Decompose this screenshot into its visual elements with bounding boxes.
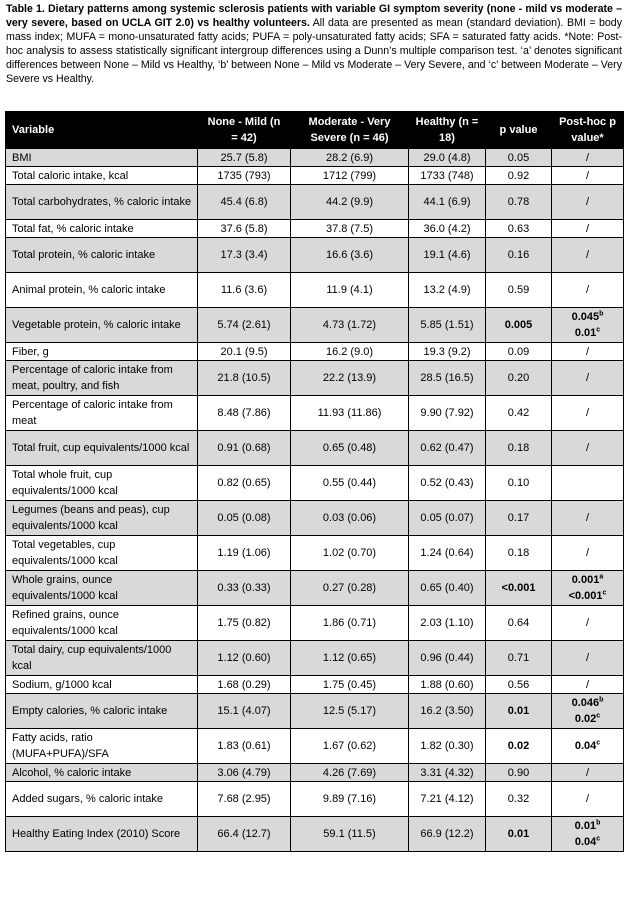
cell-none-mild: 8.48 (7.86) — [198, 396, 291, 431]
post-hoc-superscript: b — [599, 310, 604, 318]
cell-none-mild: 1.83 (0.61) — [198, 729, 291, 764]
cell-p-value: 0.17 — [486, 501, 552, 536]
cell-moderate-very-severe: 0.55 (0.44) — [291, 466, 409, 501]
cell-variable: Percentage of caloric intake from meat — [6, 396, 198, 431]
post-hoc-p: 0.04 — [574, 836, 597, 848]
post-hoc-value — [557, 309, 618, 325]
cell-moderate-very-severe: 12.5 (5.17) — [291, 694, 409, 729]
cell-p-value: 0.005 — [486, 308, 552, 343]
post-hoc-superscript: a — [599, 573, 604, 581]
cell-healthy: 19.3 (9.2) — [409, 343, 486, 361]
table-row — [6, 167, 624, 185]
post-hoc-p: / — [585, 372, 590, 384]
post-hoc-value — [557, 405, 618, 421]
post-hoc-p: 0.045 — [571, 311, 600, 323]
table-row — [6, 782, 624, 817]
post-hoc-value — [557, 325, 618, 341]
cell-none-mild: 1.68 (0.29) — [198, 676, 291, 694]
table-row — [6, 308, 624, 343]
cell-moderate-very-severe: 0.65 (0.48) — [291, 431, 409, 466]
cell-post-hoc — [552, 571, 624, 606]
cell-healthy: 28.5 (16.5) — [409, 361, 486, 396]
cell-healthy: 19.1 (4.6) — [409, 238, 486, 273]
post-hoc-p: / — [585, 169, 590, 182]
post-hoc-value — [557, 282, 618, 298]
cell-none-mild: 11.6 (3.6) — [198, 273, 291, 308]
post-hoc-value — [557, 818, 618, 834]
table-row — [6, 396, 624, 431]
cell-variable: Refined grains, ounce equivalents/1000 kcal — [6, 606, 198, 641]
table-row — [6, 273, 624, 308]
post-hoc-value — [557, 168, 618, 184]
cell-post-hoc — [552, 729, 624, 764]
post-hoc-p: / — [585, 652, 590, 664]
cell-variable: Fatty acids, ratio (MUFA+PUFA)/SFA — [6, 729, 198, 764]
cell-none-mild: 15.1 (4.07) — [198, 694, 291, 729]
table-row — [6, 220, 624, 238]
post-hoc-value — [557, 650, 618, 666]
cell-none-mild: 5.74 (2.61) — [198, 308, 291, 343]
header-none-mild: None - Mild (n = 42) — [198, 112, 291, 149]
cell-moderate-very-severe: 0.27 (0.28) — [291, 571, 409, 606]
cell-p-value: 0.90 — [486, 764, 552, 782]
cell-p-value: 0.92 — [486, 167, 552, 185]
cell-moderate-very-severe: 9.89 (7.16) — [291, 782, 409, 817]
post-hoc-p: 0.001 — [571, 574, 600, 586]
cell-variable: Total fruit, cup equivalents/1000 kcal — [6, 431, 198, 466]
table-row — [6, 501, 624, 536]
post-hoc-p: / — [585, 345, 590, 358]
cell-none-mild: 1735 (793) — [198, 167, 291, 185]
cell-moderate-very-severe: 1712 (799) — [291, 167, 409, 185]
cell-none-mild: 66.4 (12.7) — [198, 817, 291, 852]
cell-healthy: 0.52 (0.43) — [409, 466, 486, 501]
cell-p-value: 0.64 — [486, 606, 552, 641]
cell-variable: Total fat, % caloric intake — [6, 220, 198, 238]
cell-none-mild: 3.06 (4.79) — [198, 764, 291, 782]
cell-none-mild: 45.4 (6.8) — [198, 185, 291, 220]
cell-healthy: 7.21 (4.12) — [409, 782, 486, 817]
cell-none-mild: 0.33 (0.33) — [198, 571, 291, 606]
cell-variable: Total caloric intake, kcal — [6, 167, 198, 185]
post-hoc-value — [557, 677, 618, 693]
cell-variable: Total protein, % caloric intake — [6, 238, 198, 273]
cell-healthy: 13.2 (4.9) — [409, 273, 486, 308]
cell-healthy: 5.85 (1.51) — [409, 308, 486, 343]
post-hoc-value — [557, 738, 618, 754]
post-hoc-p: / — [585, 151, 590, 164]
post-hoc-p: 0.02 — [574, 713, 597, 725]
cell-moderate-very-severe: 4.26 (7.69) — [291, 764, 409, 782]
cell-post-hoc — [552, 431, 624, 466]
cell-p-value: 0.71 — [486, 641, 552, 676]
cell-variable: Sodium, g/1000 kcal — [6, 676, 198, 694]
post-hoc-p: / — [585, 678, 590, 691]
post-hoc-superscript: b — [599, 696, 604, 704]
table-row — [6, 431, 624, 466]
cell-p-value: 0.05 — [486, 149, 552, 167]
post-hoc-value — [557, 150, 618, 166]
cell-healthy: 2.03 (1.10) — [409, 606, 486, 641]
cell-moderate-very-severe: 1.12 (0.65) — [291, 641, 409, 676]
post-hoc-value — [557, 572, 618, 588]
cell-p-value: 0.32 — [486, 782, 552, 817]
cell-healthy: 1.24 (0.64) — [409, 536, 486, 571]
table-row — [6, 764, 624, 782]
cell-healthy: 0.62 (0.47) — [409, 431, 486, 466]
post-hoc-p: / — [585, 249, 590, 261]
cell-none-mild: 1.12 (0.60) — [198, 641, 291, 676]
cell-variable: Total dairy, cup equivalents/1000 kcal — [6, 641, 198, 676]
table-row — [6, 185, 624, 220]
cell-moderate-very-severe: 16.6 (3.6) — [291, 238, 409, 273]
post-hoc-value — [557, 194, 618, 210]
cell-none-mild: 25.7 (5.8) — [198, 149, 291, 167]
post-hoc-p: / — [585, 512, 590, 524]
table-body — [6, 149, 624, 852]
cell-moderate-very-severe: 1.86 (0.71) — [291, 606, 409, 641]
cell-moderate-very-severe: 4.73 (1.72) — [291, 308, 409, 343]
cell-variable: Total carbohydrates, % caloric intake — [6, 185, 198, 220]
cell-post-hoc — [552, 149, 624, 167]
table-row — [6, 149, 624, 167]
cell-variable: Alcohol, % caloric intake — [6, 764, 198, 782]
cell-none-mild: 21.8 (10.5) — [198, 361, 291, 396]
table-row — [6, 729, 624, 764]
cell-none-mild: 1.19 (1.06) — [198, 536, 291, 571]
cell-p-value: 0.01 — [486, 817, 552, 852]
cell-moderate-very-severe: 1.02 (0.70) — [291, 536, 409, 571]
cell-moderate-very-severe: 37.8 (7.5) — [291, 220, 409, 238]
cell-none-mild: 0.91 (0.68) — [198, 431, 291, 466]
cell-none-mild: 7.68 (2.95) — [198, 782, 291, 817]
cell-variable: Vegetable protein, % caloric intake — [6, 308, 198, 343]
cell-variable: BMI — [6, 149, 198, 167]
cell-post-hoc — [552, 167, 624, 185]
cell-post-hoc — [552, 466, 624, 501]
cell-variable: Empty calories, % caloric intake — [6, 694, 198, 729]
table-row — [6, 343, 624, 361]
cell-variable: Percentage of caloric intake from meat, poultry, and fish — [6, 361, 198, 396]
cell-healthy: 0.96 (0.44) — [409, 641, 486, 676]
table-row — [6, 641, 624, 676]
post-hoc-p: / — [585, 547, 590, 559]
post-hoc-p: / — [585, 766, 590, 779]
cell-p-value: 0.18 — [486, 431, 552, 466]
post-hoc-value — [557, 545, 618, 561]
cell-none-mild: 1.75 (0.82) — [198, 606, 291, 641]
post-hoc-superscript: b — [596, 819, 601, 827]
post-hoc-value — [557, 247, 618, 263]
cell-none-mild: 37.6 (5.8) — [198, 220, 291, 238]
cell-healthy: 44.1 (6.9) — [409, 185, 486, 220]
post-hoc-p: 0.01 — [574, 327, 597, 339]
cell-none-mild: 20.1 (9.5) — [198, 343, 291, 361]
post-hoc-p: / — [585, 407, 590, 419]
post-hoc-value — [557, 834, 618, 850]
table-row — [6, 817, 624, 852]
cell-p-value: 0.56 — [486, 676, 552, 694]
cell-healthy: 1733 (748) — [409, 167, 486, 185]
cell-post-hoc — [552, 764, 624, 782]
cell-p-value: 0.01 — [486, 694, 552, 729]
table-row — [6, 536, 624, 571]
cell-healthy: 29.0 (4.8) — [409, 149, 486, 167]
cell-post-hoc — [552, 308, 624, 343]
post-hoc-superscript: c — [602, 589, 607, 597]
cell-post-hoc — [552, 817, 624, 852]
post-hoc-value — [557, 440, 618, 456]
cell-post-hoc — [552, 536, 624, 571]
cell-post-hoc — [552, 501, 624, 536]
dietary-patterns-table — [5, 111, 624, 852]
cell-moderate-very-severe: 1.67 (0.62) — [291, 729, 409, 764]
cell-p-value: 0.59 — [486, 273, 552, 308]
cell-post-hoc — [552, 396, 624, 431]
cell-post-hoc — [552, 782, 624, 817]
cell-variable: Healthy Eating Index (2010) Score — [6, 817, 198, 852]
post-hoc-p: / — [585, 196, 590, 208]
cell-p-value: 0.09 — [486, 343, 552, 361]
cell-p-value: 0.02 — [486, 729, 552, 764]
post-hoc-value — [557, 711, 618, 727]
post-hoc-superscript: c — [596, 326, 601, 334]
post-hoc-superscript: c — [596, 739, 601, 747]
header-healthy: Healthy (n = 18) — [409, 112, 486, 149]
post-hoc-p: / — [585, 617, 590, 629]
cell-variable: Legumes (beans and peas), cup equivalents/1000 kcal — [6, 501, 198, 536]
cell-post-hoc — [552, 361, 624, 396]
post-hoc-p: <0.001 — [568, 590, 603, 602]
cell-post-hoc — [552, 273, 624, 308]
post-hoc-p: / — [585, 222, 590, 235]
post-hoc-p: 0.04 — [574, 740, 597, 752]
cell-p-value: <0.001 — [486, 571, 552, 606]
post-hoc-superscript: c — [596, 835, 601, 843]
cell-moderate-very-severe: 59.1 (11.5) — [291, 817, 409, 852]
cell-moderate-very-severe: 28.2 (6.9) — [291, 149, 409, 167]
table-title: Table 1. Dietary patterns among systemic sclerosis patients with variable GI symptom severity (none - mild vs moderate – very severe, based on UCLA GIT 2.0) vs healthy volunteers. — [6, 3, 622, 29]
table-row — [6, 676, 624, 694]
post-hoc-value — [557, 695, 618, 711]
header-p-value: p value — [486, 112, 552, 149]
post-hoc-p: / — [585, 442, 590, 454]
header-variable: Variable — [6, 112, 198, 149]
post-hoc-value — [557, 588, 618, 604]
cell-healthy: 36.0 (4.2) — [409, 220, 486, 238]
cell-healthy: 16.2 (3.50) — [409, 694, 486, 729]
table-row — [6, 606, 624, 641]
post-hoc-value — [557, 344, 618, 360]
post-hoc-p: / — [585, 793, 590, 805]
cell-healthy: 0.65 (0.40) — [409, 571, 486, 606]
table-notes: All data are presented as mean (standard deviation). BMI = body mass index; MUFA = mono-unsaturated fatty acids; PUFA = poly-unsaturated fatty acids; SFA = saturated fatty acids. *Note: Post-hoc analysis to assess statistically significant intergroup differences using a Dunn’s multiple comparison test. ‘a’ denotes significant differences between None – Mild vs Healthy, ‘b’ between None – Mild vs Moderate – Very Severe, and ‘c’ between Moderate – Very Severe vs Healthy. — [6, 17, 622, 85]
header-moderate-very-severe: Moderate - Very Severe (n = 46) — [291, 112, 409, 149]
cell-post-hoc — [552, 641, 624, 676]
cell-moderate-very-severe: 0.03 (0.06) — [291, 501, 409, 536]
cell-moderate-very-severe: 44.2 (9.9) — [291, 185, 409, 220]
post-hoc-value — [557, 615, 618, 631]
cell-moderate-very-severe: 16.2 (9.0) — [291, 343, 409, 361]
cell-moderate-very-severe: 11.93 (11.86) — [291, 396, 409, 431]
cell-healthy: 3.31 (4.32) — [409, 764, 486, 782]
header-post-hoc: Post-hoc p value* — [552, 112, 624, 149]
post-hoc-superscript: c — [596, 712, 601, 720]
cell-post-hoc — [552, 694, 624, 729]
table-row — [6, 238, 624, 273]
post-hoc-p: / — [585, 284, 590, 296]
cell-p-value: 0.16 — [486, 238, 552, 273]
table-row — [6, 694, 624, 729]
table-row — [6, 361, 624, 396]
cell-healthy: 1.88 (0.60) — [409, 676, 486, 694]
cell-healthy: 66.9 (12.2) — [409, 817, 486, 852]
post-hoc-value — [557, 765, 618, 781]
cell-variable: Fiber, g — [6, 343, 198, 361]
cell-post-hoc — [552, 606, 624, 641]
cell-healthy: 9.90 (7.92) — [409, 396, 486, 431]
cell-moderate-very-severe: 22.2 (13.9) — [291, 361, 409, 396]
cell-p-value: 0.20 — [486, 361, 552, 396]
cell-none-mild: 0.82 (0.65) — [198, 466, 291, 501]
post-hoc-p: 0.01 — [574, 820, 597, 832]
cell-none-mild: 0.05 (0.08) — [198, 501, 291, 536]
cell-p-value: 0.10 — [486, 466, 552, 501]
cell-post-hoc — [552, 238, 624, 273]
table-row — [6, 571, 624, 606]
cell-healthy: 1.82 (0.30) — [409, 729, 486, 764]
table-header-row — [6, 112, 624, 149]
cell-none-mild: 17.3 (3.4) — [198, 238, 291, 273]
post-hoc-value — [557, 370, 618, 386]
cell-variable: Total vegetables, cup equivalents/1000 kcal — [6, 536, 198, 571]
table-caption — [6, 2, 622, 86]
post-hoc-value — [557, 510, 618, 526]
post-hoc-value — [557, 791, 618, 807]
cell-healthy: 0.05 (0.07) — [409, 501, 486, 536]
cell-post-hoc — [552, 220, 624, 238]
cell-variable: Whole grains, ounce equivalents/1000 kcal — [6, 571, 198, 606]
cell-variable: Animal protein, % caloric intake — [6, 273, 198, 308]
cell-post-hoc — [552, 676, 624, 694]
cell-variable: Added sugars, % caloric intake — [6, 782, 198, 817]
post-hoc-value — [557, 221, 618, 237]
cell-p-value: 0.78 — [486, 185, 552, 220]
cell-moderate-very-severe: 1.75 (0.45) — [291, 676, 409, 694]
post-hoc-p: 0.046 — [571, 697, 600, 709]
cell-p-value: 0.18 — [486, 536, 552, 571]
cell-p-value: 0.63 — [486, 220, 552, 238]
cell-post-hoc — [552, 185, 624, 220]
cell-p-value: 0.42 — [486, 396, 552, 431]
table-row — [6, 466, 624, 501]
cell-moderate-very-severe: 11.9 (4.1) — [291, 273, 409, 308]
cell-variable: Total whole fruit, cup equivalents/1000 kcal — [6, 466, 198, 501]
cell-post-hoc — [552, 343, 624, 361]
